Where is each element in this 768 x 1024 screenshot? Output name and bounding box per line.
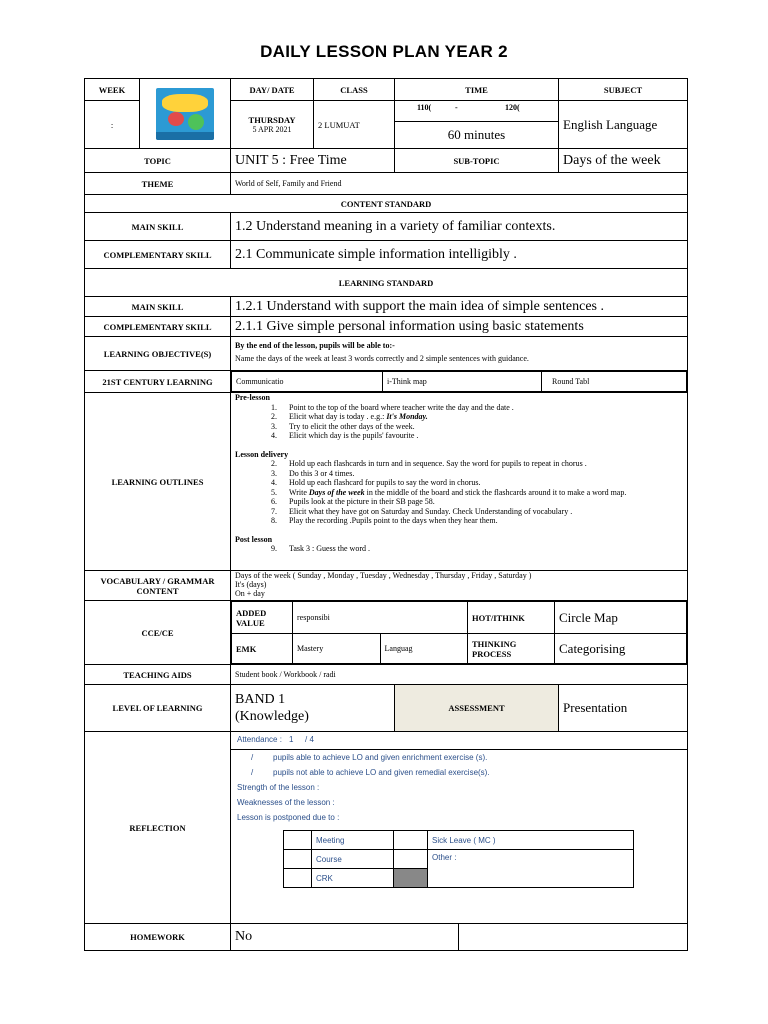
- cce-cell: [231, 601, 688, 665]
- week-value: :: [85, 101, 140, 149]
- emk-b: Languag: [380, 634, 468, 664]
- outlines-label: LEARNING OUTLINES: [85, 393, 231, 571]
- lesson-plan-table: [84, 78, 688, 951]
- band-value: BAND 1: [235, 692, 286, 707]
- crk-label: CRK: [312, 869, 394, 888]
- outline-step: [235, 459, 683, 469]
- step-number: 3.: [271, 421, 277, 431]
- step-number: 9.: [271, 544, 277, 553]
- outline-step: [235, 478, 683, 488]
- objective-cell: [231, 337, 688, 371]
- day-date-label: DAY/ DATE: [231, 79, 314, 101]
- theme-value: World of Self, Family and Friend: [231, 173, 688, 195]
- other-box[interactable]: [394, 850, 428, 869]
- outline-step: [235, 544, 683, 554]
- step-text: Write Days of the week in the middle of the board and stick the flashcards around it to make a word map.: [289, 487, 627, 497]
- century-a: Communicatio: [232, 372, 383, 392]
- pre-lesson-heading: Pre-lesson: [235, 393, 270, 402]
- remedial-text: pupils not able to achieve LO and given remedial exercise(s).: [273, 768, 490, 777]
- weakness-label: Weaknesses of the lesson :: [237, 798, 335, 807]
- ls-comp-skill-label: COMPLEMENTARY SKILL: [85, 317, 231, 337]
- outline-step: [235, 507, 683, 517]
- attendance-label: Attendance :: [237, 735, 282, 744]
- step-number: 2.: [271, 412, 277, 421]
- day-value: THURSDAY: [248, 115, 296, 125]
- time-cell: [395, 101, 559, 149]
- enrich-mark: /: [251, 753, 254, 762]
- post-lesson-list: [235, 544, 683, 554]
- delivery-list: [235, 459, 683, 526]
- step-number: 6.: [271, 497, 277, 506]
- textbook-cover: [140, 79, 231, 149]
- enrich-text: pupils able to achieve LO and given enrichment exercise (s).: [273, 753, 488, 762]
- objective-label: LEARNING OBJECTIVE(S): [85, 337, 231, 371]
- step-number: 2.: [271, 459, 277, 468]
- century-label: 21ST CENTURY LEARNING: [85, 371, 231, 393]
- subject-value: English Language: [559, 101, 688, 149]
- class-label: CLASS: [314, 79, 395, 101]
- outlines-cell: [231, 393, 688, 571]
- strength-label: Strength of the lesson :: [237, 783, 320, 792]
- class-value: 2 LUMUAT: [314, 101, 395, 149]
- homework-value: No: [231, 924, 459, 951]
- vocab-line-1: Days of the week ( Sunday , Monday , Tuesday , Wednesday , Thursday , Friday , Saturday ): [235, 571, 532, 580]
- time-start: 110(: [417, 103, 432, 112]
- step-text: Elicit which day is the pupils' favourite .: [289, 431, 419, 440]
- step-number: 1.: [271, 402, 277, 412]
- crk-box[interactable]: [284, 869, 312, 888]
- outline-step: [235, 403, 683, 413]
- vocab-label: VOCABULARY / GRAMMAR CONTENT: [85, 571, 231, 601]
- aids-label: TEACHING AIDS: [85, 665, 231, 685]
- assessment-value: Presentation: [559, 685, 688, 732]
- century-b: i-Think map: [383, 372, 542, 392]
- subtopic-value: Days of the week: [559, 149, 688, 173]
- step-text: Hold up each flashcards in turn and in sequence. Say the word for pupils to repeat in chorus .: [289, 459, 587, 468]
- reflection-cell: [231, 732, 688, 924]
- objective-intro: By the end of the lesson, pupils will be able to:-: [235, 341, 395, 350]
- pre-lesson-list: [235, 403, 683, 441]
- meeting-label: Meeting: [312, 831, 394, 850]
- cs-comp-skill-label: COMPLEMENTARY SKILL: [85, 241, 231, 269]
- sick-box[interactable]: [394, 831, 428, 850]
- added-value-label: ADDED VALUE: [232, 602, 293, 634]
- step-text: Task 3 : Guess the word .: [289, 544, 370, 553]
- outline-step: [235, 488, 683, 498]
- outline-step: [235, 422, 683, 432]
- step-number: 7.: [271, 506, 277, 516]
- subtopic-label: SUB-TOPIC: [395, 149, 559, 173]
- cs-comp-skill-value: 2.1 Communicate simple information intelligibly .: [231, 241, 688, 269]
- added-value-value: responsibi: [293, 602, 468, 634]
- time-dash: -: [455, 103, 458, 112]
- outline-step: [235, 412, 683, 422]
- emk-label: EMK: [232, 634, 293, 664]
- duration: 60 minutes: [447, 127, 506, 142]
- outline-step: [235, 516, 683, 526]
- level-cell: [231, 685, 395, 732]
- hot-label: HOT/ITHINK: [468, 602, 555, 634]
- delivery-heading: Lesson delivery: [235, 449, 289, 459]
- assessment-label: ASSESSMENT: [395, 685, 559, 732]
- homework-label: HOMEWORK: [85, 924, 231, 951]
- textbook-cover-icon: [156, 88, 214, 140]
- meeting-box[interactable]: [284, 831, 312, 850]
- vocab-cell: [231, 571, 688, 601]
- learning-standard-header: LEARNING STANDARD: [85, 269, 688, 297]
- post-lesson-heading: Post lesson: [235, 534, 273, 544]
- century-cell: [231, 371, 688, 393]
- step-text: Pupils look at the picture in their SB page 58.: [289, 497, 435, 506]
- step-number: 8.: [271, 516, 277, 525]
- step-emphasis: It's Monday.: [386, 412, 428, 421]
- day-date-cell: [231, 101, 314, 149]
- reflection-label: REFLECTION: [85, 732, 231, 924]
- topic-value: UNIT 5 : Free Time: [231, 149, 395, 173]
- page-title: DAILY LESSON PLAN YEAR 2: [260, 42, 508, 61]
- cce-label: CCE/CE: [85, 601, 231, 665]
- ls-main-skill-value: 1.2.1 Understand with support the main idea of simple sentences .: [231, 297, 688, 317]
- outline-step: [235, 497, 683, 507]
- step-text: Elicit what they have got on Saturday and Sunday. Check Understanding of vocabulary .: [289, 506, 573, 516]
- time-label: TIME: [395, 79, 559, 101]
- attendance-total: / 4: [305, 735, 314, 744]
- emk-a: Mastery: [293, 634, 381, 664]
- step-number: 4.: [271, 431, 277, 440]
- remedial-mark: /: [251, 768, 254, 777]
- other-label: Other :: [428, 850, 634, 888]
- step-number: 3.: [271, 468, 277, 478]
- aids-value: Student book / Workbook / radi: [231, 665, 688, 685]
- ls-comp-skill-value: 2.1.1 Give simple personal information using basic statements: [231, 317, 688, 337]
- step-text: Do this 3 or 4 times.: [289, 468, 355, 478]
- subject-label: SUBJECT: [559, 79, 688, 101]
- thinking-label: THINKING PROCESS: [468, 634, 555, 664]
- crk-shaded-cell: [394, 869, 428, 888]
- step-number: 4.: [271, 478, 277, 487]
- cs-main-skill-value: 1.2 Understand meaning in a variety of familiar contexts.: [231, 213, 688, 241]
- postponed-label: Lesson is postponed due to :: [237, 813, 340, 822]
- hot-value: Circle Map: [555, 602, 687, 634]
- thinking-value: Categorising: [555, 634, 687, 664]
- step-text: Hold up each flashcard for pupils to say the word in chorus.: [289, 478, 481, 487]
- objective-text: Name the days of the week at least 3 words correctly and 2 simple sentences with guidance.: [235, 354, 529, 363]
- century-c: Round Tabl: [542, 372, 687, 392]
- course-box[interactable]: [284, 850, 312, 869]
- outline-step: [235, 431, 683, 441]
- level-label: LEVEL OF LEARNING: [85, 685, 231, 732]
- course-label: Course: [312, 850, 394, 869]
- attendance-count: 1: [289, 735, 294, 744]
- theme-label: THEME: [85, 173, 231, 195]
- cs-main-skill-label: MAIN SKILL: [85, 213, 231, 241]
- step-text: Try to elicit the other days of the week.: [289, 421, 415, 431]
- step-number: 5.: [271, 487, 277, 497]
- outline-step: [235, 469, 683, 479]
- homework-blank: [459, 924, 688, 951]
- week-label: WEEK: [85, 79, 140, 101]
- vocab-line-2: It's (days): [235, 580, 267, 589]
- step-emphasis: Days of the week: [308, 487, 365, 497]
- vocab-line-3: On + day: [235, 589, 265, 598]
- postponed-reasons: [283, 830, 634, 888]
- step-text: Elicit what day is today . e.g.: It's Monday.: [289, 412, 428, 421]
- ls-main-skill-label: MAIN SKILL: [85, 297, 231, 317]
- step-text: Point to the top of the board where teacher write the day and the date .: [289, 402, 514, 412]
- time-end: 120(: [505, 103, 520, 112]
- sick-label: Sick Leave ( MC ): [428, 831, 634, 850]
- step-text: Play the recording .Pupils point to the days when they hear them.: [289, 516, 498, 525]
- topic-label: TOPIC: [85, 149, 231, 173]
- date-value: 5 APR 2021: [252, 125, 292, 134]
- band-desc: (Knowledge): [235, 709, 309, 724]
- content-standard-header: CONTENT STANDARD: [85, 195, 688, 213]
